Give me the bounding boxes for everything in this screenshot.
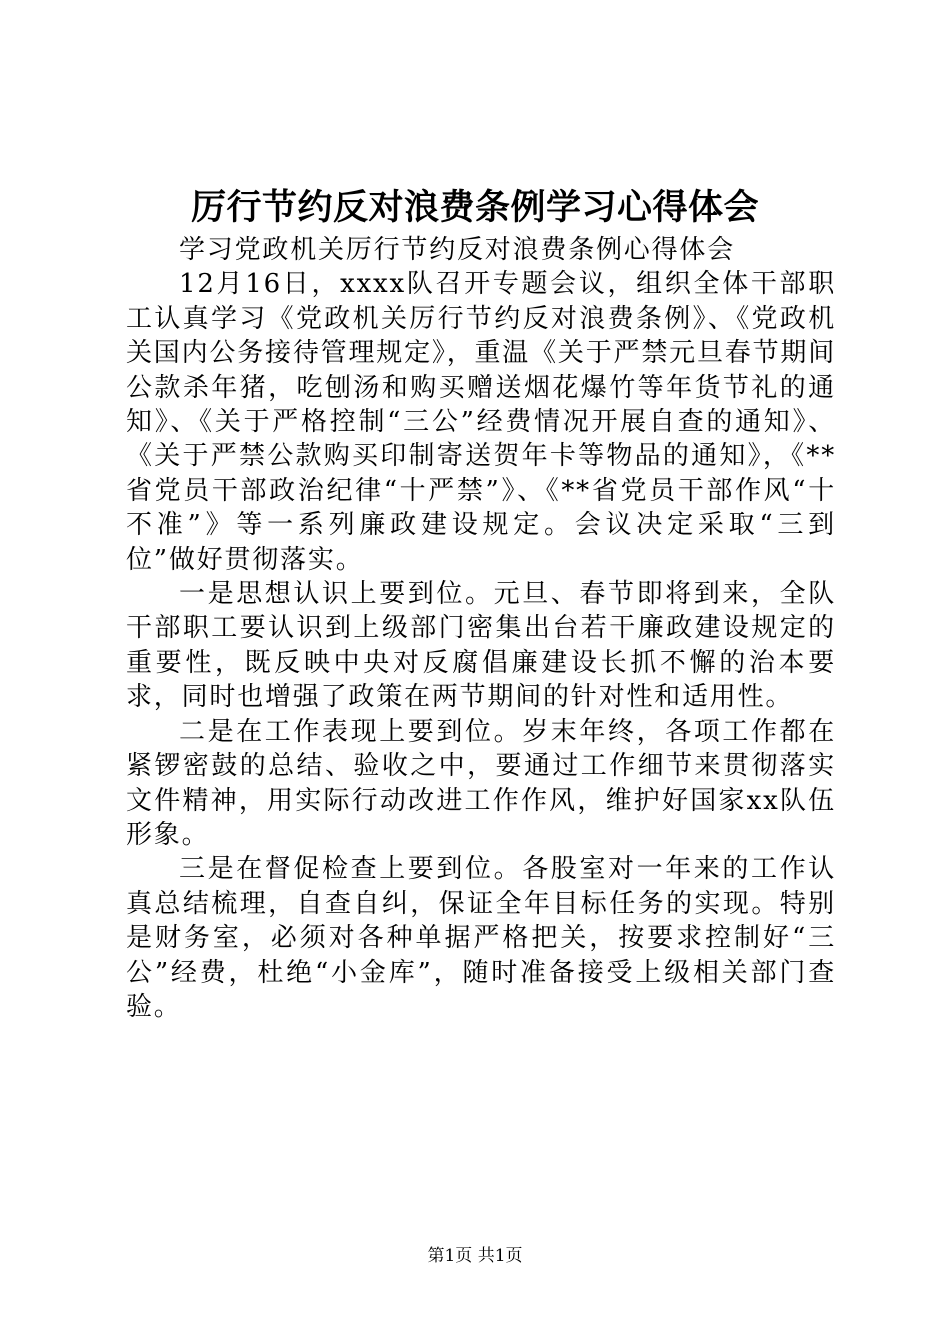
- document-subtitle: 学习党政机关厉行节约反对浪费条例心得体会: [179, 235, 736, 265]
- body-paragraph: 12月16日，xxxx队召开专题会议，组织全体干部职工认真学习《党政机关厉行节约反对浪费条例》、《党政机关国内公务接待管理规定》，重温《关于严禁元旦春节期间公款杀年猪，吃刨汤和购买赠送烟花爆竹等年货节礼的通知》、《关于严格控制“三公”经费情况开展自查的通知》、《关于严禁公款购买印制寄送贺年卡等物品的通知》，《**省党员干部政治纪律“十严禁”》、《**省党员干部作风“十不准”》等一系列廉政建设规定。会议决定采取“三到位”做好贯彻落实。: [126, 269, 836, 575]
- page-footer: 第1页 共1页: [427, 1246, 523, 1266]
- body-paragraph: 二是在工作表现上要到位。岁末年终，各项工作都在紧锣密鼓的总结、验收之中，要通过工作细节来贯彻落实文件精神，用实际行动改进工作作风，维护好国家xx队伍形象。: [126, 716, 836, 850]
- body-paragraph: 一是思想认识上要到位。元旦、春节即将到来，全队干部职工要认识到上级部门密集出台若干廉政建设规定的重要性，既反映中央对反腐倡廉建设长抓不懈的治本要求，同时也增强了政策在两节期间的针对性和适用性。: [126, 579, 836, 713]
- document-body: [126, 233, 836, 1024]
- document-title: 厉行节约反对浪费条例学习心得体会: [190, 187, 759, 228]
- body-paragraph: 三是在督促检查上要到位。各股室对一年来的工作认真总结梳理，自查自纠，保证全年目标任务的实现。特别是财务室，必须对各种单据严格把关，按要求控制好“三公”经费，杜绝“小金库”，随时准备接受上级相关部门查验。: [126, 854, 836, 1022]
